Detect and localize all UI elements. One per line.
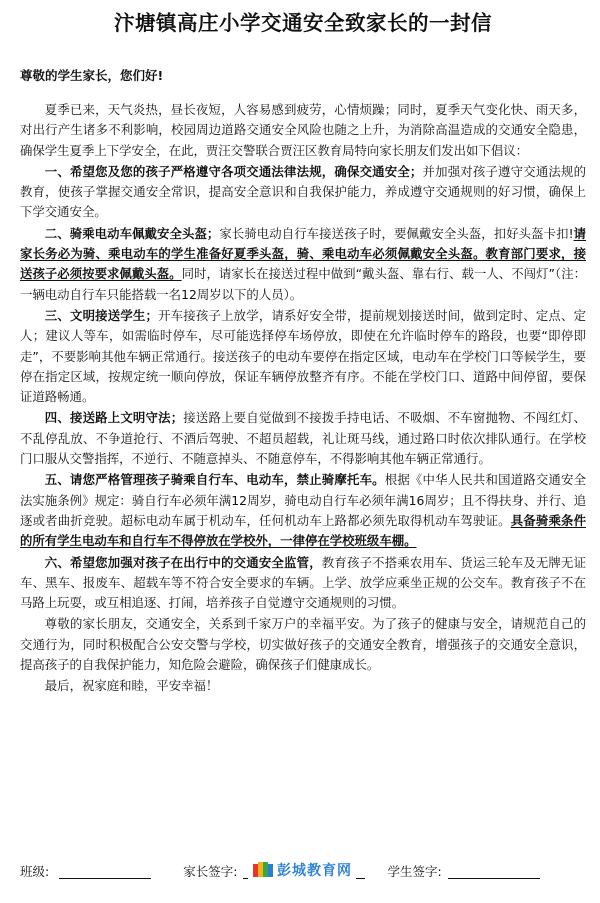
paragraph-run: 四、接送路上文明守法；	[44, 410, 184, 426]
letter-paragraph	[20, 224, 586, 305]
letter-paragraph	[20, 306, 586, 407]
paragraph-run: 最后，祝家庭和睦，平安幸福！	[44, 678, 219, 694]
paragraph-run: 同时，请家长在接送过程中做到“戴头盔、靠右行、载一人、不闯灯”（注：一辆电动自行车只能搭载一名12周岁以下的人员）。	[20, 266, 587, 302]
paragraph-run: 开车接孩子上放学，请系好安全带，提前规划接送时间，做到定时、定点、定人；建议人等车，如需临时停车，尽可能选择停车场停放，即使在允许临时停车的路段，也要“即停即走”，不要影响其他车辆正常通行。接送孩子的电动车要停在指定区域，电动车在学校门口等候学生，要停在指定区域，按规定统一顺向停放，保证车辆停放整齐有序。不能在学校门口、道路中间停留，要保证道路畅通。	[20, 307, 587, 405]
paragraph-run: 二、骑乘电动车佩戴安全头盔；	[44, 225, 220, 241]
paragraph-run: 具备骑乘条件的所有学生电动车和自行车不得停放在学校外，一律停在学校班级车棚。	[20, 512, 587, 549]
letter-paragraph	[20, 614, 586, 675]
letter-paragraph	[20, 162, 586, 223]
letter-body	[20, 100, 586, 697]
letter-paragraph	[20, 553, 586, 614]
watermark-logo	[248, 858, 356, 882]
paragraph-run: 六、希望您加强对孩子在出行中的交通安全监管，	[44, 554, 322, 570]
paragraph-run: 五、请您严格管理孩子骑乘自行车、电动车，禁止骑摩托车。	[44, 472, 385, 488]
paragraph-run: 教育孩子不搭乘农用车、货运三轮车及无牌无证车、黑车、报废车、超载车等不符合安全要求的车辆。上学、放学应乘坐正规的公交车。教育孩子不在马路上玩耍，或互相追逐、打闹，培养孩子自觉遵守交通规则的习惯。	[20, 554, 587, 611]
paragraph-run: 尊敬的家长朋友，交通安全，关系到千家万户的幸福平安。为了孩子的健康与安全，请规范自己的交通行为，同时积极配合公安交警与学校，切实做好孩子的交通安全教育，增强孩子的交通安全意识，提高孩子的自我保护能力，知危险会避险，确保孩子们健康成长。	[20, 616, 586, 673]
class-label: 班级:	[20, 864, 50, 879]
paragraph-run: 家长骑电动自行车接送孩子时，要佩戴安全头盔，扣好头盔卡扣!	[219, 225, 574, 241]
letter-paragraph	[20, 470, 586, 551]
letter-paragraph	[20, 100, 586, 161]
letter-title: 汴塘镇高庄小学交通安全致家长的一封信	[114, 11, 492, 35]
paragraph-run: 请家长务必为骑、乘电动车的学生准备好夏季头盔，骑、乘电动车必须佩戴安全头盔。教育部门要求，接送孩子必须按要求佩戴头盔。	[20, 225, 587, 282]
letter-greeting: 尊敬的学生家长，您们好!	[20, 68, 164, 83]
paragraph-run: 夏季已来，天气炎热，昼长夜短，人容易感到疲劳，心情烦躁；同时，夏季天气变化快、雨天多，对出行产生诸多不利影响，校园周边道路交通安全风险也随之上升，为消除高温造成的交通安全隐患，确保学生夏季上下学安全，在此，贾汪交警联合贾汪区教育局特向家长朋友们发出如下倡议：	[20, 102, 586, 158]
paragraph-run: 一、希望您及您的孩子严格遵守各项交通法律法规，确保交通安全；	[44, 163, 423, 179]
parent-signature-label: 家长签字:	[183, 864, 238, 879]
student-signature-label: 学生签字:	[387, 864, 442, 879]
paragraph-run: 接送路上要自觉做到不接拨手持电话、不吸烟、不车窗抛物、不闯红灯、不乱停乱放、不争道抢行、不酒后驾驶、不超员超载，礼让斑马线，通过路口时依次排队通行。在学校门口服从交警指挥，不逆行、不随意掉头、不随意停车，不得影响其他车辆正常通行。	[20, 410, 587, 467]
book-icon	[252, 861, 274, 879]
paragraph-run: 并加强对孩子遵守交通法规的教育，使孩子掌握交通安全常识，提高安全意识和自我保护能力，养成遵守交通规则的好习惯，确保上下学交通安全。	[20, 163, 587, 220]
class-field[interactable]	[59, 864, 151, 879]
paragraph-run: 三、文明接送学生；	[44, 307, 158, 323]
paragraph-run: 根据《中华人民共和国道路交通安全法实施条例》规定：骑自行车必须年满12周岁，骑电动自行车必须年满16周岁；且不得扶身、并行、追逐或者曲折竞驶。超标电动车属于机动车，任何机动车上路都必须先取得机动车驾驶证。	[20, 472, 587, 528]
student-signature-field[interactable]	[448, 864, 540, 879]
letter-paragraph	[20, 408, 586, 469]
letter-paragraph	[20, 676, 586, 696]
watermark-text: 彭城教育网	[277, 863, 352, 879]
